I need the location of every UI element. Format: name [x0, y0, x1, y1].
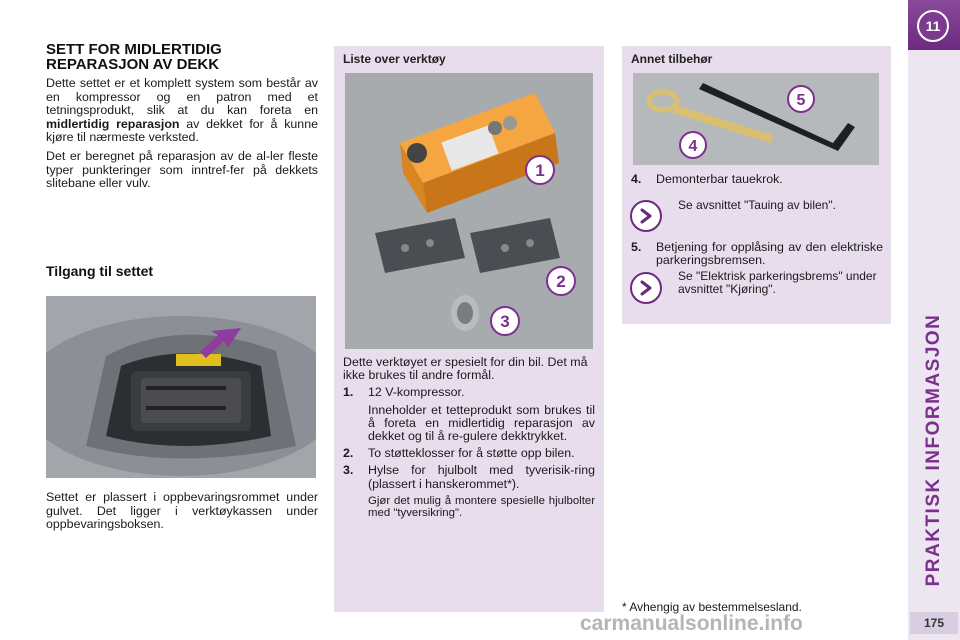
trunk-photo: [46, 296, 316, 478]
section-title: SETT FOR MIDLERTIDIG REPARASJON AV DEKK: [46, 41, 222, 73]
intro-text-start: Dette settet er et komplett system som består av en kompressor og en patron med et tetningsprodukt, slik at du kan foreta en: [46, 76, 318, 118]
intro-paragraph: [46, 77, 318, 145]
item-text: 12 V-kompressor.: [368, 385, 465, 400]
svg-text:4: 4: [688, 138, 698, 155]
watermark: carmanualsonline.info: [580, 612, 803, 635]
tools-intro: Dette verktøyet er spesielt for din bil. Det må ikke brukes til andre formål.: [343, 355, 588, 383]
accessories-photo: [633, 73, 879, 165]
chapter-title: PRAKTISK INFORMASJON: [923, 313, 944, 587]
cross-reference-arrow-icon[interactable]: [630, 200, 662, 232]
page-number: 175: [910, 612, 958, 634]
item-1-note: Inneholder et tetteprodukt som brukes til å foreta en midlertidig reparasjon av dekket og til å re-gulere dekktrykket.: [368, 402, 595, 444]
chapter-number-badge: 11: [917, 10, 949, 42]
callout-3: [491, 307, 519, 335]
access-subtitle: Tilgang til settet: [46, 263, 154, 279]
item-3-note: Gjør det mulig å montere spesielle hjulbolter med "tyversikring".: [368, 494, 595, 519]
lock-socket-image: [451, 295, 479, 331]
tools-panel-title: Liste over verktøy: [343, 52, 446, 66]
svg-text:2: 2: [556, 272, 566, 291]
list-item: [631, 173, 883, 186]
item-text: Hylse for hjulbolt med tyverisik-ring (plassert i hanskerommet*).: [368, 463, 595, 491]
item-text: To støtteklosser for å støtte opp bilen.: [368, 446, 575, 461]
cross-reference-text: Se avsnittet "Tauing av bilen".: [678, 198, 836, 212]
accessories-panel-title: Annet tilbehør: [631, 52, 713, 66]
item-text: Demonterbar tauekrok.: [656, 172, 783, 186]
callout-4: [680, 132, 706, 158]
intro-text-bold: midlertidig reparasjon: [46, 116, 180, 131]
trunk-caption: Settet er plassert i oppbevaringsrommet under gulvet. Det ligger i verktøykassen under oppbevaringsboksen.: [46, 490, 318, 532]
list-item: [631, 241, 883, 267]
footnote: * Avhengig av bestemmelsesland.: [622, 600, 802, 614]
list-item: [343, 464, 595, 490]
left-column: [46, 42, 318, 191]
item-number: 4.: [631, 172, 642, 186]
item-number: 2.: [343, 446, 354, 461]
usage-paragraph: Det er beregnet på reparasjon av de al-ler fleste typer punkteringer som inntref-fer på dekkets slitebane eller vulv.: [46, 148, 318, 191]
list-item: [343, 386, 595, 399]
tools-description: [343, 356, 595, 519]
item-text: Betjening for opplåsing av den elektriske parkeringsbremsen.: [656, 240, 883, 268]
item-number: 1.: [343, 385, 354, 400]
tools-photo: [345, 73, 593, 349]
cross-reference-text: Se "Elektrisk parkeringsbrems" under avsnittet "Kjøring".: [678, 269, 877, 296]
callout-2: [547, 267, 575, 295]
item-number: 5.: [631, 240, 642, 254]
svg-text:3: 3: [500, 312, 510, 331]
svg-text:1: 1: [535, 161, 545, 180]
svg-text:5: 5: [796, 92, 806, 109]
item-number: 3.: [343, 463, 354, 478]
callout-5: [788, 86, 814, 112]
list-item: [343, 447, 595, 460]
intro-text-end: av dekket for å kunne kjøre til nærmeste verksted.: [46, 116, 318, 145]
cross-reference-arrow-icon[interactable]: [630, 272, 662, 304]
callout-1: [526, 156, 554, 184]
